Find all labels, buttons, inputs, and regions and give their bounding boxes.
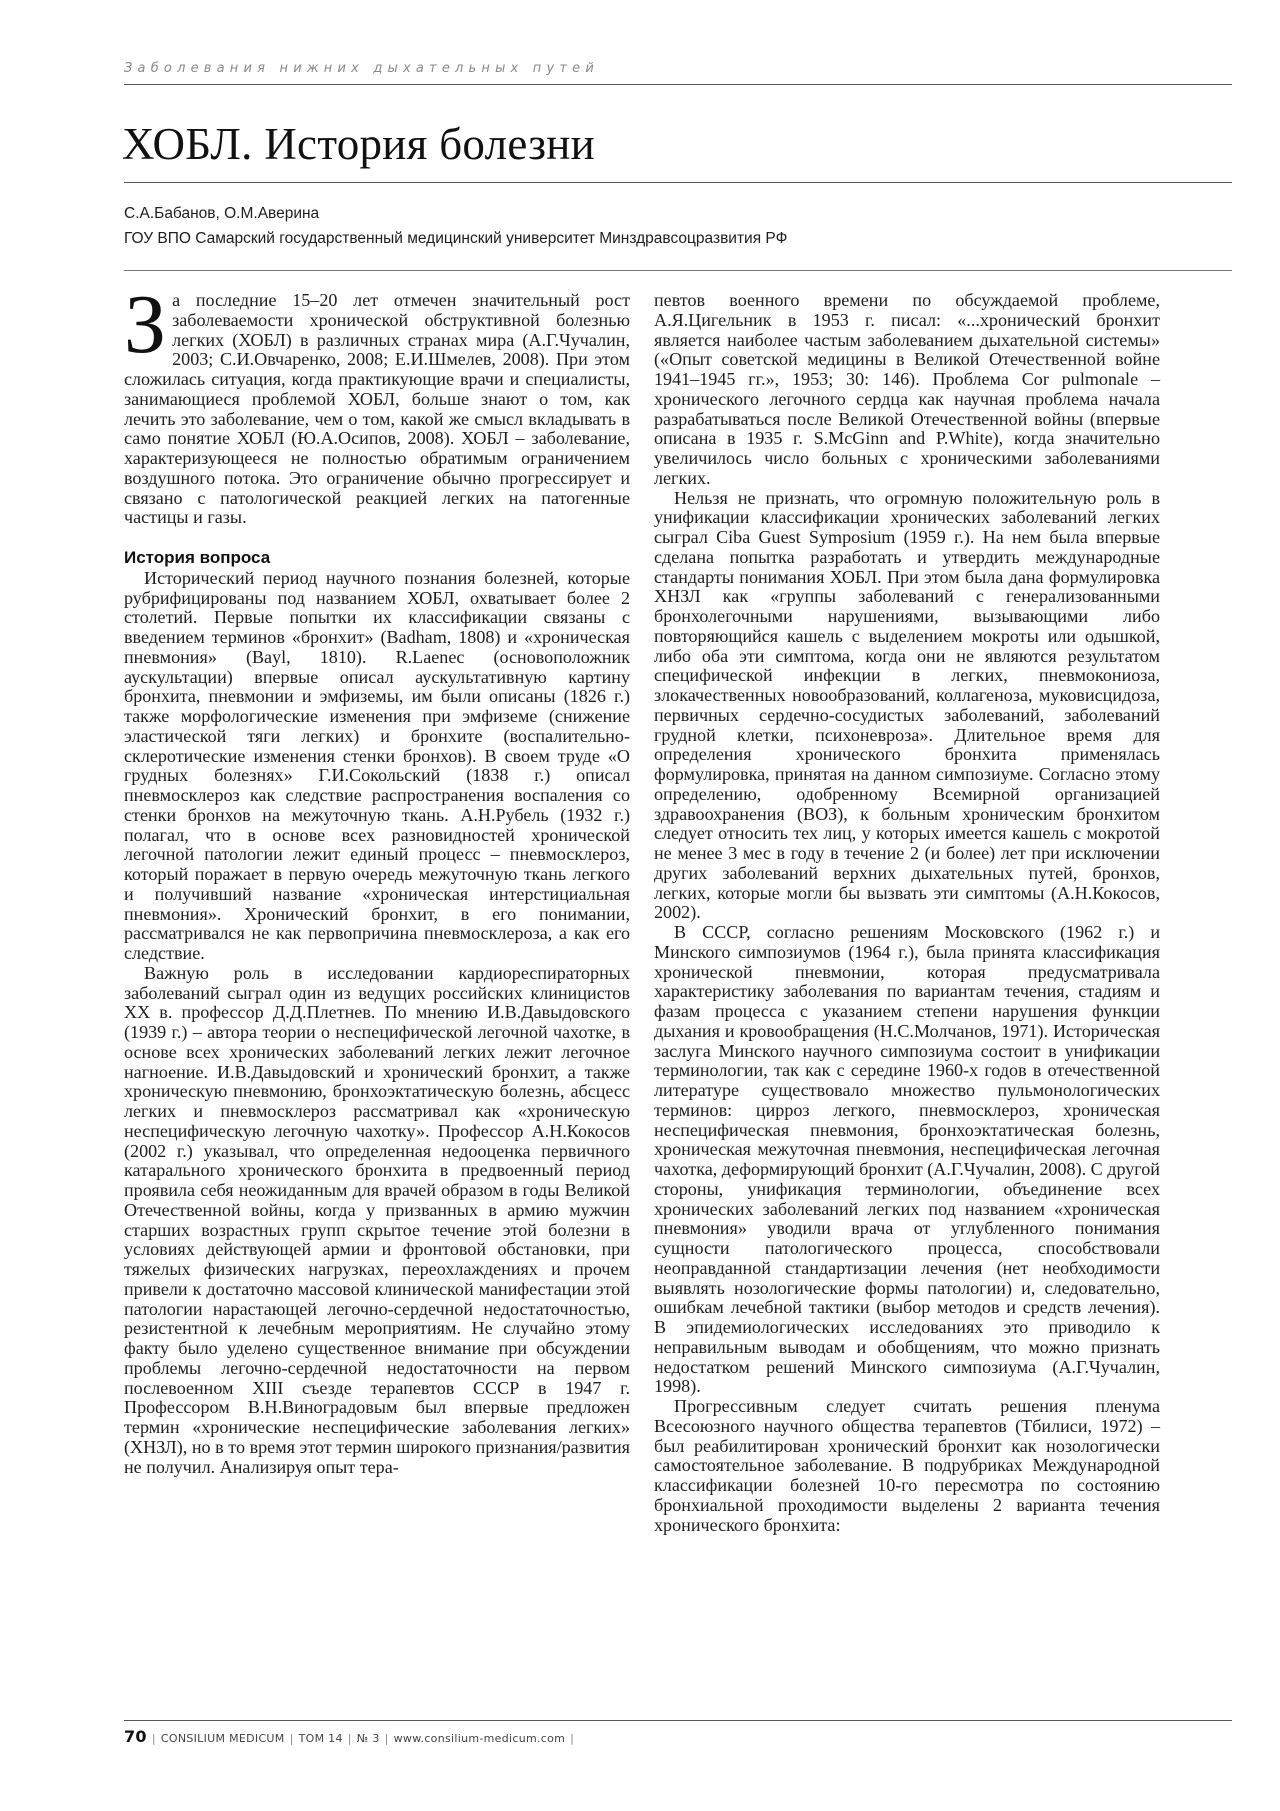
footer-separator: | [347, 1732, 352, 1745]
drop-cap: З [124, 278, 167, 371]
footer-separator: | [384, 1732, 389, 1745]
running-head: Заболевания нижних дыхательных путей [124, 61, 599, 76]
journal-url[interactable]: www.consilium-medicum.com [393, 1732, 566, 1745]
body-paragraph: Нельзя не признать, что огромную положительную роль в унификации классификации хронических заболеваний легких сыграл Ciba Guest Symposium (1959 г.). На нем была впервые сделана попытка разработать и утвердить международные стандарты понимания ХОБЛ. При этом была дана формулировка ХНЗЛ как «группы заболеваний с генерализованными бронхолегочными нарушениями, вызывающими либо повторяющийся кашель с выделением мокроты или одышкой, либо оба эти симптома, когда они не являются результатом специфической инфекции в легких, пневмокониоза, злокачественных новообразований, коллагеноза, муковисцидоза, первичных сердечно-сосудистых заболеваний, заболеваний грудной клетки, психоневроза». Длительное время для определения хронического бронхита применялась формулировка, принятая на данном симпозиуме. Согласно этому определению, одобренному Всемирной организацией здравоохранения (ВОЗ), к больным хроническим бронхитом следует относить тех лиц, у которых имеется кашель с мокротой не менее 3 мес в году в течение 2 (и более) лет при исключении других заболеваний верхних дыхательных путей, бронхов, легких, которые могли бы вызвать эти симптомы (А.Н.Кокосов, 2002). [654, 487, 1160, 923]
intro-paragraph [124, 278, 630, 528]
body-paragraph: певтов военного времени по обсуждаемой проблеме, А.Я.Цигельник в 1953 г. писал: «...хронический бронхит является наиболее частым заболеванием дыхательной системы» («Опыт советской медицины в Великой Отечественной войне 1941–1945 гг.», 1953; 30: 146). Проблема Cor pulmonale – хронического легочного сердца как научная проблема начала разрабатываться после Великой Отечественной войны (впервые описана в 1935 г. S.McGinn and P.White), когда значительно увеличилось число больных с хроническими заболеваниями легких. [654, 290, 1160, 488]
title-rule [124, 182, 1232, 183]
journal-issue: № 3 [356, 1732, 380, 1745]
footer-separator: | [570, 1732, 575, 1745]
body-paragraph: Важную роль в исследовании кардиореспираторных заболеваний сыграл один из ведущих российских клиницистов XX в. профессор Д.Д.Плетнев. По мнению И.В.Давыдовского (1939 г.) – автора теории о неспецифической легочной чахотке, в основе всех хронических заболеваний легких лежит легочное нагноение. И.В.Давыдовский и хронический бронхит, а также хроническую пневмонию, бронхоэктатическую болезнь, абсцесс легких и пневмосклероз рассматривал как «хроническую неспецифическую легочную чахотку». Профессор А.Н.Кокосов (2002 г.) указывал, что определенная недооценка первичного катарального хронического бронхита в предвоенный период проявила себя неожиданным для врачей образом в годы Великой Отечественной войны, когда у призванных в армию мужчин старших возрастных групп скрытое течение этой болезни в условиях действующей армии и фронтовой обстановки, при тяжелых физических нагрузках, переохлаждениях и прочем привели к достаточно массовой клинической манифестации этой патологии нарастающей легочно-сердечной недостаточностью, резистентной к лечебным мероприятиям. Не случайно этому факту было уделено существенное внимание при обсуждении проблемы легочно-сердечной недостаточности на первом послевоенном XIII съезде терапевтов СССР в 1947 г. Профессором В.Н.Виноградовым был впервые предложен термин «хронические неспецифические заболевания легких» (ХНЗЛ), но в то время этот термин широкого признания/развития не получил. Анализируя опыт тера- [124, 962, 630, 1477]
body-paragraph: В СССР, согласно решениям Московского (1962 г.) и Минского симпозиумов (1964 г.), была принята классификация хронической пневмонии, которая предусматривала характеристику заболевания по вариантам течения, стадиям и фазам процесса с указанием степени нарушения функции дыхания и кровообращения (Н.С.Молчанов, 1971). Историческая заслуга Минского научного симпозиума состоит в унификации терминологии, так как с середине 1960-х годов в отечественной литературе существовало множество пульмонологических терминов: цирроз легкого, пневмосклероз, хроническая неспецифическая пневмония, бронхоэктатическая болезнь, хроническая межуточная пневмония, неспецифическая легочная чахотка, деформирующий бронхит (А.Г.Чучалин, 2008). С другой стороны, унификация терминологии, объединение всех хронических заболеваний легких под названием «хроническая пневмония» уводили врача от углубленного понимания сущности патологического процесса, способствовали неоправданной стандартизации лечения (нет необходимости выявлять нозологические формы патологии) и, следовательно, ошибкам лечебной тактики (выбор методов и средств лечения). В эпидемиологических исследованиях это приводило к неправильным выводам и обобщениям, что можно признать недостатком решений Минского симпозиума (А.Г.Чучалин, 1998). [654, 922, 1160, 1397]
body-paragraph: Прогрессивным следует считать решения пленума Всесоюзного научного общества терапевтов (Тбилиси, 1972) – был реабилитирован хронический бронхит как нозологически самостоятельное заболевание. В подрубриках Международной классификации болезней 10-го пересмотра по состоянию бронхиальной проходимости выделены 2 варианта течения хронического бронхита: [654, 1396, 1160, 1535]
left-column [124, 278, 630, 1477]
page-footer [124, 1727, 579, 1746]
article-affiliation: ГОУ ВПО Самарский государственный медицинский университет Минздравсоцразвития РФ [124, 230, 788, 247]
affiliation-rule [124, 270, 1232, 271]
page-number: 70 [124, 1727, 147, 1746]
article-title: ХОБЛ. История болезни [122, 119, 596, 169]
intro-text: а последние 15–20 лет отмечен значительный рост заболеваемости хронической обструктивной болезнью легких (ХОБЛ) в различных странах мира (А.Г.Чучалин, 2003; С.И.Овчаренко, 2008; Е.И.Шмелев, 2008). При этом сложилась ситуация, когда практикующие врачи и специалисты, занимающиеся проблемой ХОБЛ, больше знают о том, как лечить это заболевание, чем о том, какой же смысл вкладывать в само понятие ХОБЛ (Ю.А.Осипов, 2008). ХОБЛ – заболевание, характеризующееся не полностью обратимым ограничением воздушного потока. Это ограничение обычно прогрессирует и связано с патологической реакцией легких на патогенные частицы и газы. [124, 290, 630, 528]
footer-separator: | [289, 1732, 294, 1745]
right-column [654, 291, 1160, 1535]
journal-name: CONSILIUM MEDICUM [160, 1732, 285, 1745]
footer-separator: | [151, 1732, 156, 1745]
article-authors: С.А.Бабанов, О.М.Аверина [124, 205, 320, 222]
top-rule [124, 84, 1232, 85]
journal-volume: ТОМ 14 [298, 1732, 343, 1745]
section-heading: История вопроса [124, 548, 271, 567]
footer-rule [124, 1720, 1232, 1721]
body-paragraph: Исторический период научного познания болезней, которые рубрифицированы под названием ХОБЛ, охватывает более 2 столетий. Первые попытки их классификации связаны с введением терминов «бронхит» (Badham, 1808) и «хроническая пневмония» (Bayl, 1810). R.Laenec (основоположник аускультации) впервые описал аускультативную картину бронхита, пневмонии и эмфиземы, им были описаны (1826 г.) также морфологические изменения при эмфиземе (снижение эластической тяги легких) и бронхите (воспалительно-склеротические изменения стенки бронхов). В своем труде «О грудных болезнях» Г.И.Сокольский (1838 г.) описал пневмосклероз как следствие распространения воспаления со стенки бронхов на межуточную ткань. А.Н.Рубель (1932 г.) полагал, что в основе всех разновидностей хронической легочной патологии лежит единый процесс – пневмосклероз, который поражает в первую очередь межуточную ткань легкого и получивший название «хроническая интерстициальная пневмония». Хронический бронхит, в его понимании, рассматривался не как первопричина пневмосклероза, а как его следствие. [124, 567, 630, 963]
